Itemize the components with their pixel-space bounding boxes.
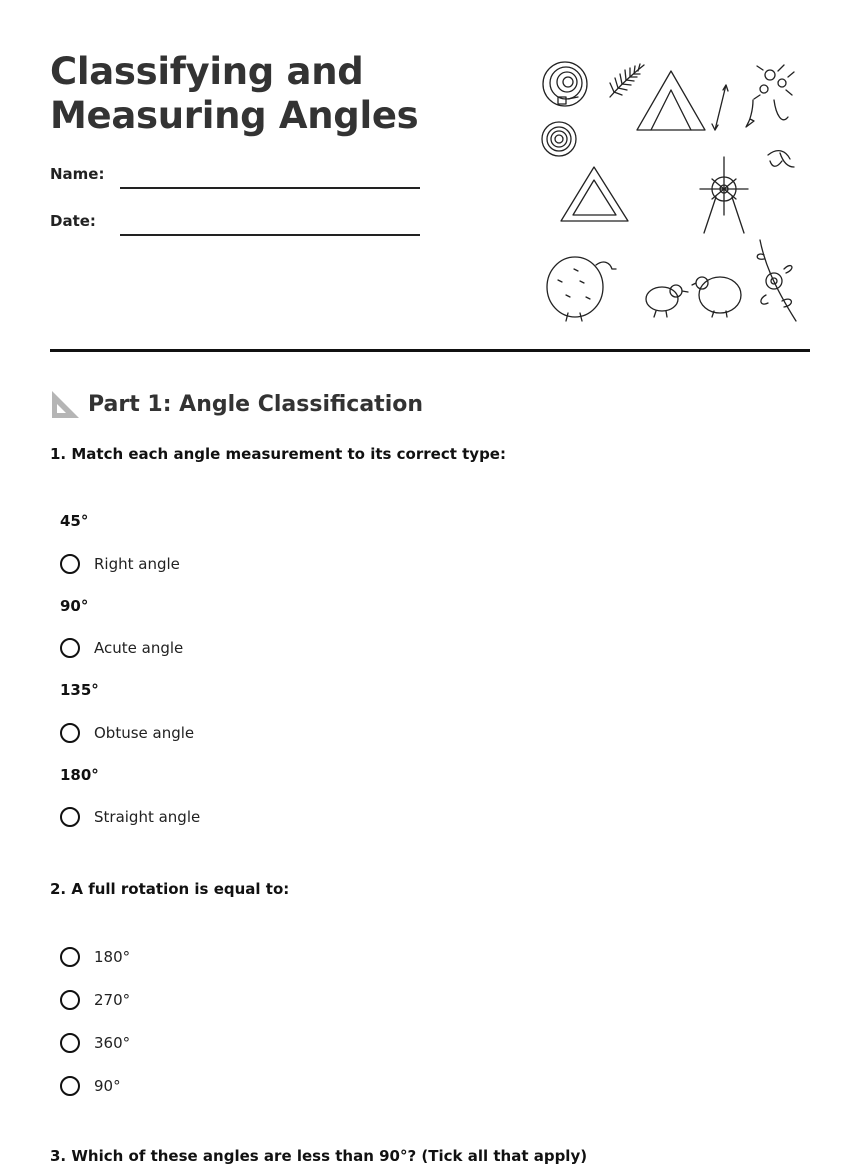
answer-option[interactable]	[60, 723, 194, 743]
name-field[interactable]	[120, 187, 420, 189]
answer-option[interactable]	[60, 947, 130, 967]
small-triangle-icon	[561, 167, 628, 221]
answer-option[interactable]	[60, 1033, 130, 1053]
radio-button[interactable]	[60, 807, 80, 827]
radio-button[interactable]	[60, 1076, 80, 1096]
arrow-icon	[712, 85, 728, 130]
radio-button[interactable]	[60, 947, 80, 967]
triangle-icon	[637, 71, 705, 130]
radio-button[interactable]	[60, 554, 80, 574]
answer-option[interactable]	[60, 990, 130, 1010]
date-label: Date:	[50, 212, 96, 230]
spiral-shell-icon	[543, 62, 587, 106]
title-line-2: Measuring Angles	[50, 94, 419, 137]
set-square-icon	[50, 389, 80, 419]
angle-measure: 180°	[60, 766, 99, 784]
radio-button[interactable]	[60, 723, 80, 743]
header-illustration	[538, 55, 808, 325]
leaf-icon	[768, 151, 794, 167]
answer-option[interactable]	[60, 1076, 121, 1096]
radio-button[interactable]	[60, 638, 80, 658]
section-heading	[50, 388, 423, 420]
name-label: Name:	[50, 165, 105, 183]
header-divider	[50, 349, 810, 352]
angle-measure: 45°	[60, 512, 89, 530]
section-title: Part 1: Angle Classification	[88, 391, 424, 417]
small-spiral-icon	[542, 122, 576, 156]
question-2: 2. A full rotation is equal to:	[50, 880, 290, 898]
question-3: 3. Which of these angles are less than 90°? (Tick all that apply)	[50, 1147, 588, 1165]
date-field[interactable]	[120, 234, 420, 236]
answer-option[interactable]	[60, 807, 200, 827]
flower-icon	[746, 65, 794, 127]
option-label: 360°	[94, 1034, 131, 1052]
angle-measure: 90°	[60, 597, 89, 615]
option-label: Acute angle	[94, 639, 184, 657]
answer-option[interactable]	[60, 638, 183, 658]
option-label: 180°	[94, 948, 131, 966]
radio-button[interactable]	[60, 1033, 80, 1053]
question-1: 1. Match each angle measurement to its correct type:	[50, 445, 506, 463]
option-label: Right angle	[94, 555, 180, 573]
kiwi-bird-icon	[547, 257, 616, 321]
flower-vine-icon	[757, 240, 796, 321]
chick-icon	[646, 285, 688, 317]
option-label: 270°	[94, 991, 131, 1009]
option-label: Obtuse angle	[94, 724, 195, 742]
option-label: 90°	[94, 1077, 121, 1095]
fern-icon	[610, 64, 644, 97]
angle-measure: 135°	[60, 681, 99, 699]
radio-button[interactable]	[60, 990, 80, 1010]
title-line-1: Classifying and	[50, 50, 364, 93]
compass-icon	[700, 157, 748, 233]
answer-option[interactable]	[60, 554, 180, 574]
kiwi-small-icon	[692, 277, 741, 317]
page-title	[50, 50, 418, 138]
option-label: Straight angle	[94, 808, 201, 826]
